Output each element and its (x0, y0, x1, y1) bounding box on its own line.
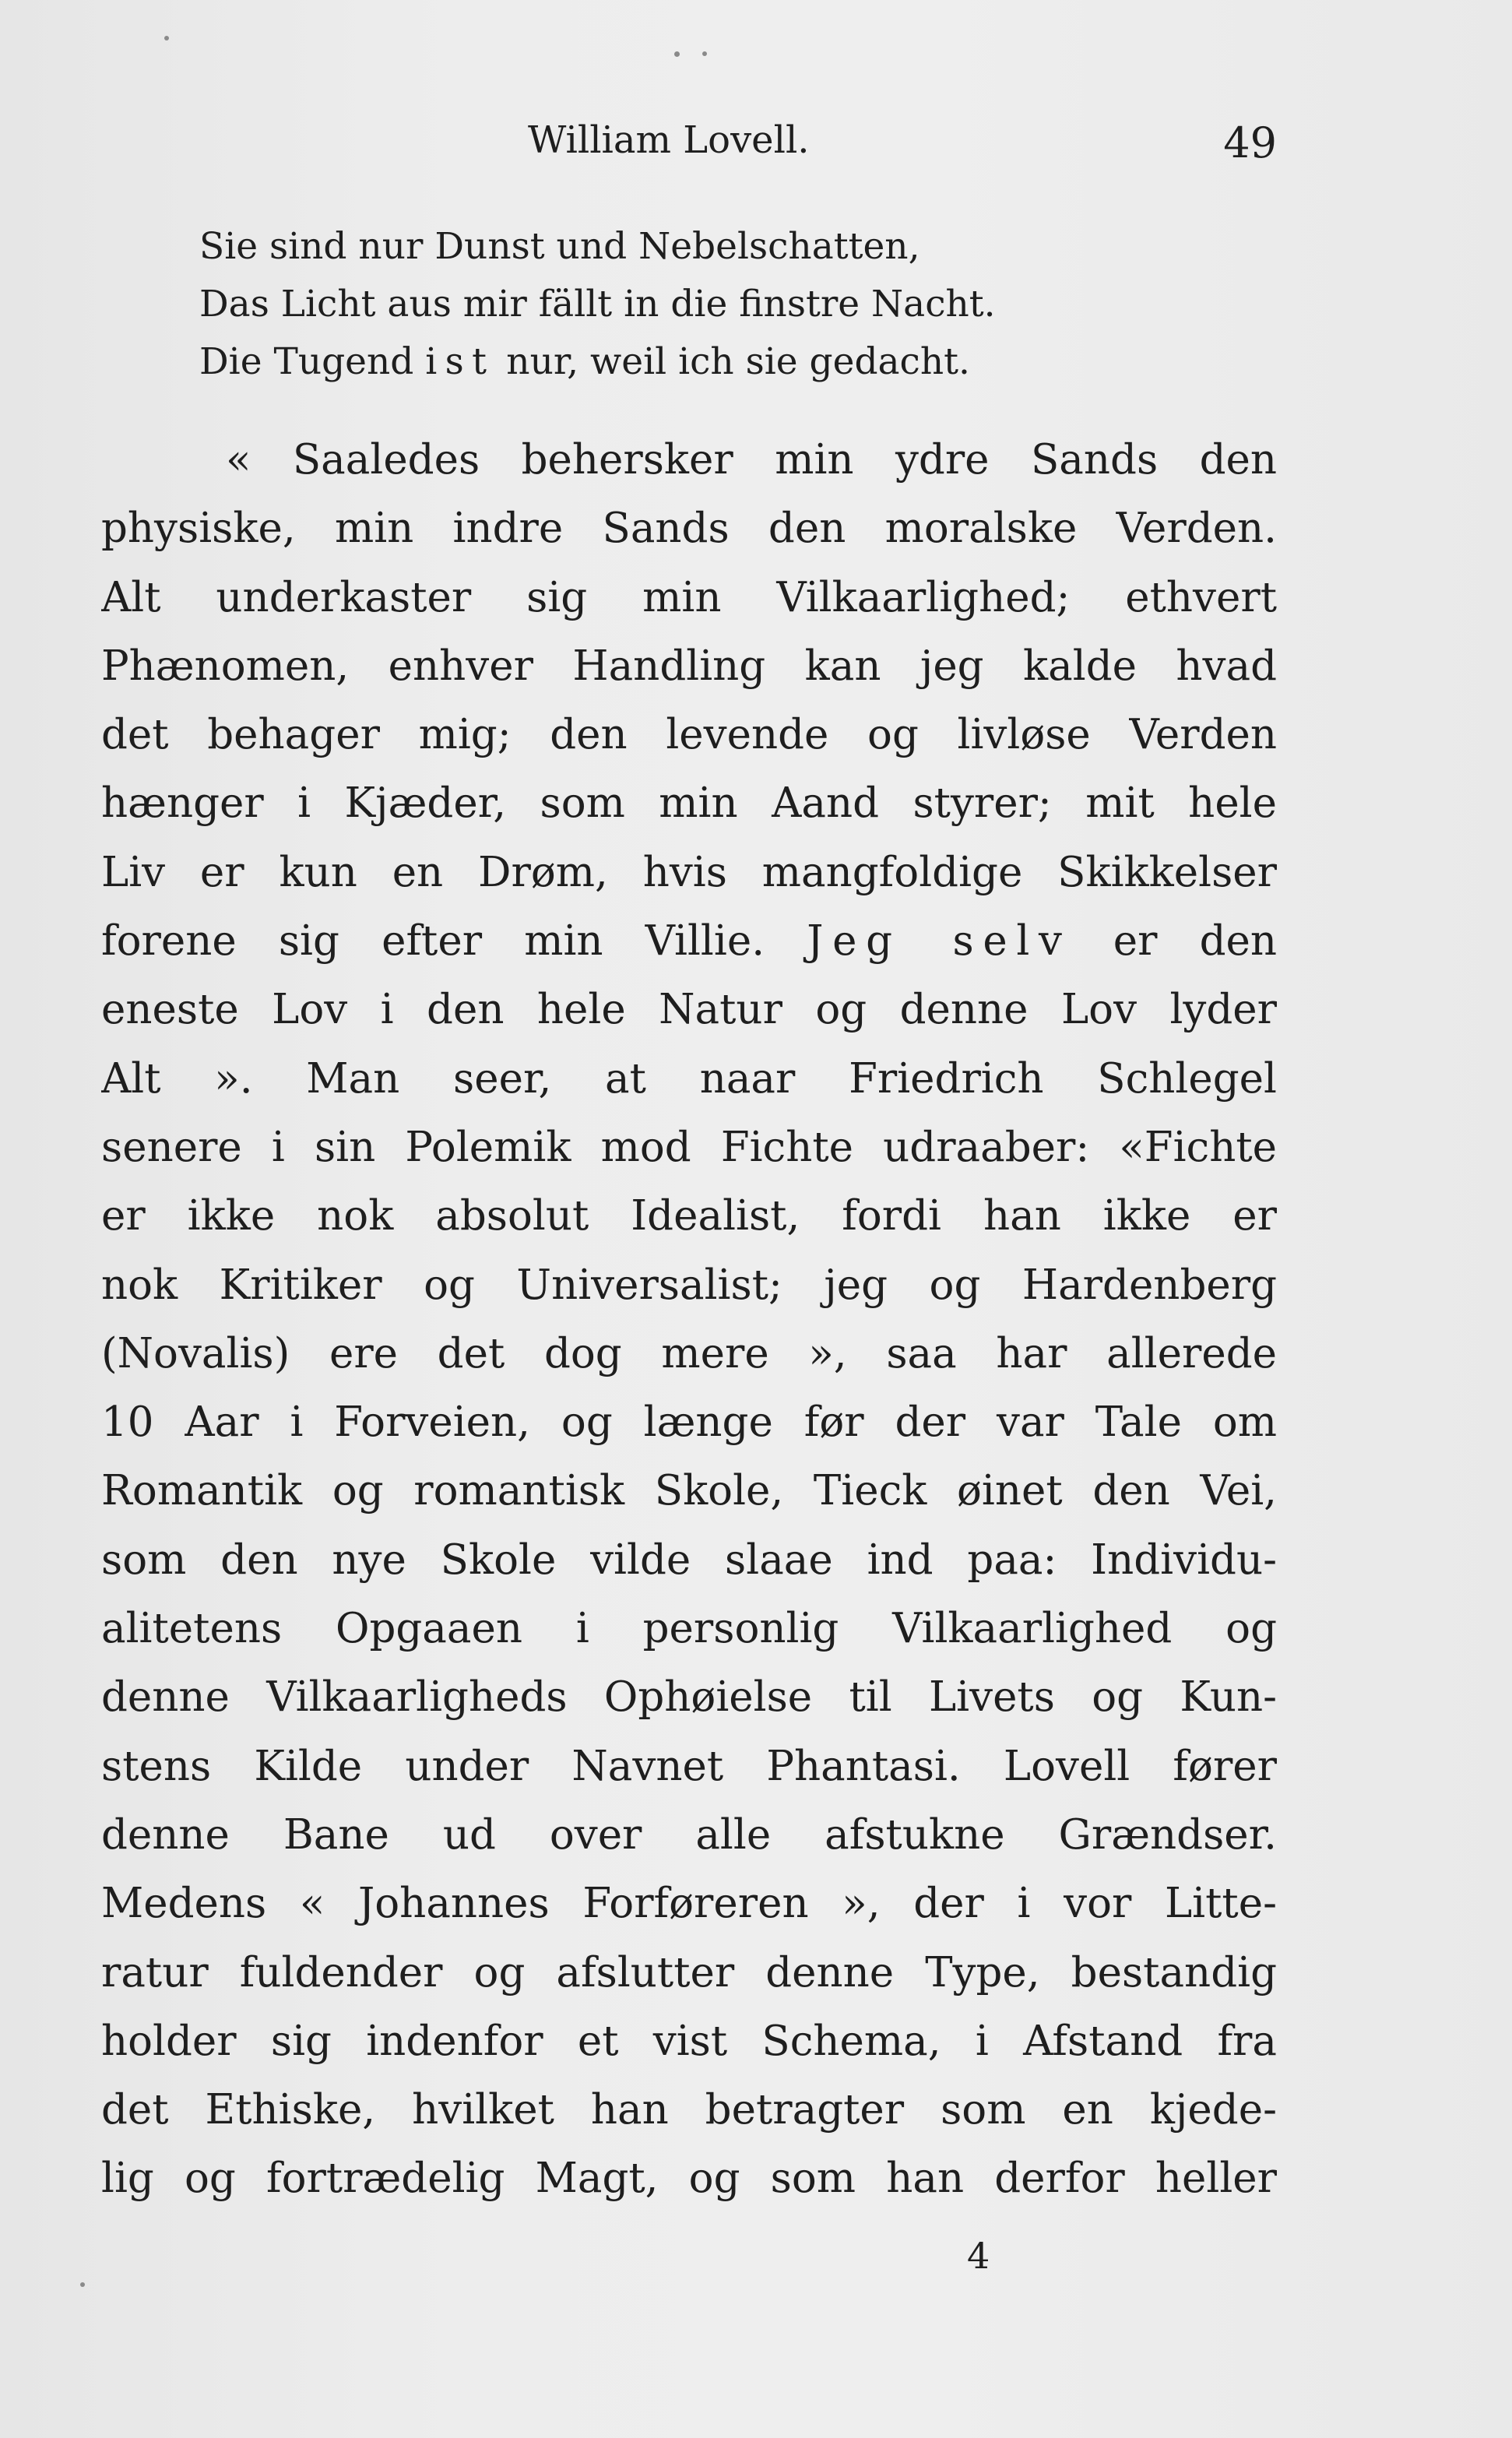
paper-speck (80, 2282, 85, 2287)
text-line: senere i sin Polemik mod Fichte udraaber: «Fichte (101, 1123, 1277, 1171)
text-line: Alt ». Man seer, at naar Friedrich Schlegel (101, 1054, 1277, 1103)
verse-line: Das Licht aus mir fällt in die finstre Nacht. (199, 283, 996, 325)
verse-line: Sie sind nur Dunst und Nebelschatten, (199, 225, 920, 268)
text-line: denne Bane ud over alle afstukne Grændser. (101, 1810, 1277, 1859)
text-line: denne Vilkaarligheds Ophøielse til Livets og Kun- (101, 1673, 1277, 1722)
text-line: Romantik og romantisk Skole, Tieck øinet den Vei, (101, 1467, 1277, 1515)
signature-mark: 4 (967, 2235, 990, 2277)
text-segment: forene sig efter min Villie. (101, 917, 807, 966)
text-line: lig og fortrædelig Magt, og som han derfor heller (101, 2155, 1277, 2203)
text-line: Liv er kun en Drøm, hvis mangfoldige Skikkelser (101, 848, 1277, 896)
text-line: nok Kritiker og Universalist; jeg og Hardenberg (101, 1261, 1277, 1309)
text-line: « Saaledes behersker min ydre Sands den (226, 436, 1277, 484)
text-line: 10 Aar i Forveien, og længe før der var Tale om (101, 1398, 1277, 1447)
text-line: eneste Lov i den hele Natur og denne Lov lyder (101, 986, 1277, 1034)
text-line: Alt underkaster sig min Vilkaarlighed; ethvert (101, 573, 1277, 621)
text-line (101, 907, 1277, 976)
emphasized-phrase: Jeg selv (807, 917, 1071, 966)
text-line: alitetens Opgaaen i personlig Vilkaarlighed og (101, 1605, 1277, 1653)
body-paragraph (101, 426, 1277, 2214)
text-line: stens Kilde under Navnet Phantasi. Lovell fører (101, 1742, 1277, 1790)
text-line: (Novalis) ere det dog mere », saa har allerede (101, 1329, 1277, 1377)
paper-speck (674, 51, 680, 57)
text-line: er ikke nok absolut Idealist, fordi han ikke er (101, 1192, 1277, 1240)
text-line: physiske, min indre Sands den moralske Verden. (101, 505, 1277, 553)
text-line: det Ethiske, hvilket han betragter som en kjede- (101, 2086, 1277, 2134)
text-line: Phænomen, enhver Handling kan jeg kalde hvad (101, 642, 1277, 690)
paper-speck (702, 51, 707, 56)
text-line: som den nye Skole vilde slaae ind paa: Individu- (101, 1536, 1277, 1584)
verse-text: Die Tugend (199, 340, 426, 383)
paper-speck (164, 36, 169, 40)
verse-text: nur, weil ich sie gedacht. (494, 340, 970, 383)
page-number: 49 (1223, 118, 1277, 167)
text-line: Medens « Johannes Forføreren », der i vor Litte- (101, 1880, 1277, 1928)
text-line: ratur fuldender og afslutter denne Type, bestandig (101, 1948, 1277, 1996)
text-line: holder sig indenfor et vist Schema, i Afstand fra (101, 2017, 1277, 2065)
running-head: William Lovell. (528, 118, 810, 162)
page-header (101, 109, 1277, 171)
text-segment: er den (1071, 917, 1277, 966)
verse-line (199, 333, 1211, 391)
verse-quote (199, 218, 1211, 391)
emphasized-word: ist (425, 340, 495, 383)
text-line: hænger i Kjæder, som min Aand styrer; mit hele (101, 779, 1277, 828)
text-line: det behager mig; den levende og livløse Verden (101, 711, 1277, 759)
